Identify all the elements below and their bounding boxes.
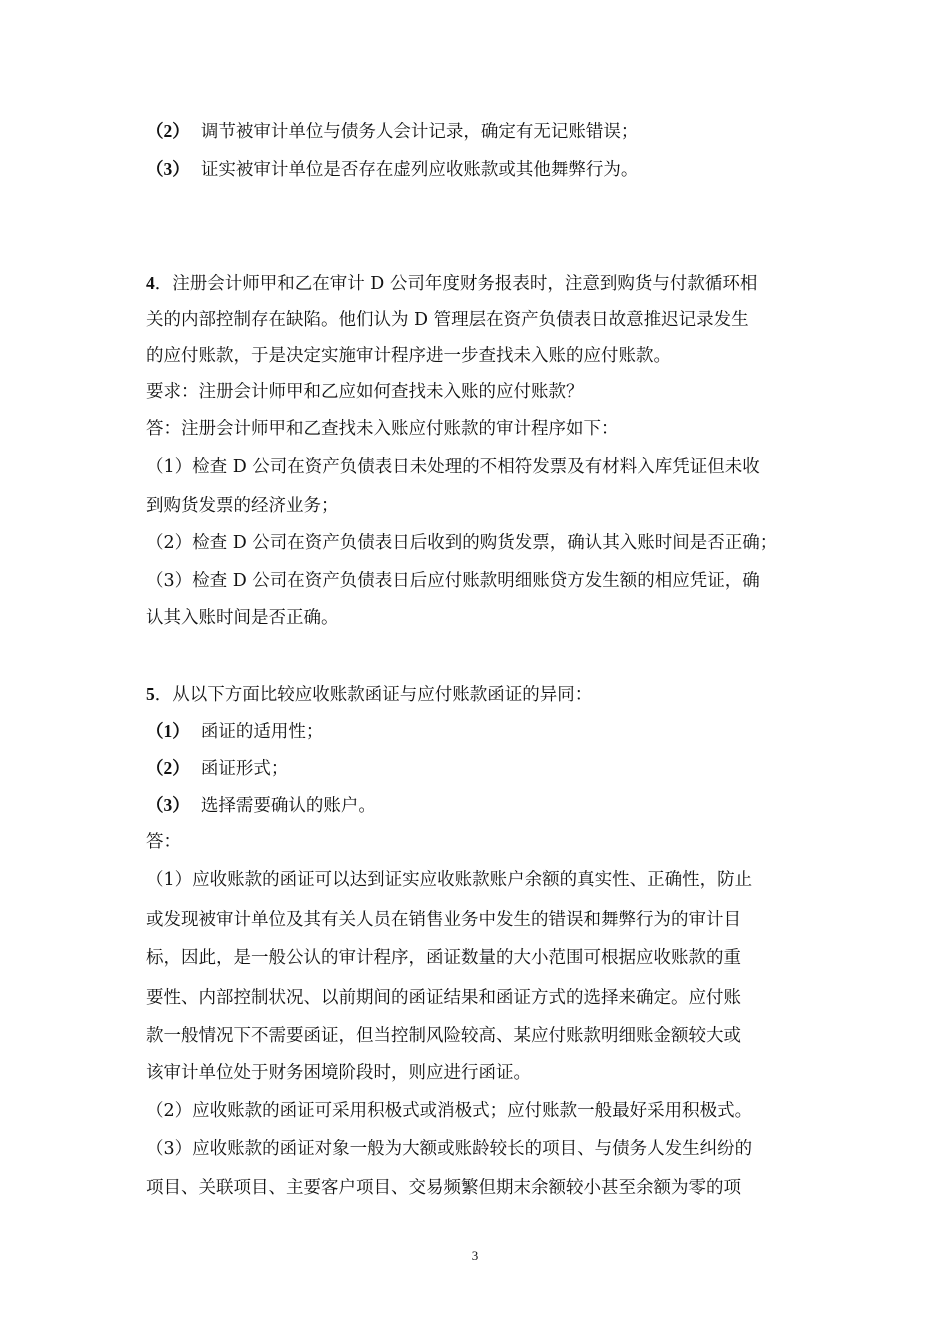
q5-item-3 [146, 787, 811, 823]
question-text: ．注册会计师甲和乙在审计 D 公司年度财务报表时，注意到购货与付款循环相 [154, 274, 758, 294]
item-text: 选择需要确认的账户。 [200, 796, 376, 816]
q4-line-2: 关的内部控制存在缺陷。他们认为 D 管理层在资产负债表日故意推迟记录发生 [146, 310, 749, 330]
item-text: 证实被审计单位是否存在虚列应收账款或其他舞弊行为。 [200, 160, 639, 180]
item-number: （1） [146, 721, 190, 741]
item-text: 函证的适用性； [200, 722, 324, 742]
page-number: 3 [471, 1248, 479, 1263]
question-number: 4 [146, 273, 155, 293]
q5-answer-line-1: （1）应收账款的函证可以达到证实应收账款账户余额的真实性、正确性，防止 [146, 870, 753, 890]
q4-answer-3a: （3）检查 D 公司在资产负债表日后应付账款明细账贷方发生额的相应凭证，确 [146, 571, 760, 591]
q5-item-1 [146, 713, 811, 749]
item-number: （2） [146, 121, 190, 141]
q4-line-1 [146, 265, 811, 301]
q5-answer-line-7: （2）应收账款的函证可采用积极式或消极式；应付账款一般最好采用积极式。 [146, 1101, 753, 1121]
q4-answer-2: （2）检查 D 公司在资产负债表日后收到的购货发票，确认其入账时间是否正确； [146, 533, 778, 553]
q5-answer-line-3: 标，因此，是一般公认的审计程序，函证数量的大小范围可根据应收账款的重 [146, 948, 741, 968]
question-number: 5 [146, 684, 155, 704]
q5-answer-line-6: 该审计单位处于财务困境阶段时，则应进行函证。 [146, 1063, 531, 1083]
prior-item-3 [146, 151, 811, 187]
q5-answer-line-5: 款一般情况下不需要函证，但当控制风险较高、某应付账款明细账金额较大或 [146, 1026, 741, 1046]
q4-answer-3b: 认其入账时间是否正确。 [146, 608, 339, 628]
q5-answer-label: 答： [146, 832, 181, 852]
q5-answer-line-9: 项目、关联项目、主要客户项目、交易频繁但期末余额较小甚至余额为零的项 [146, 1178, 741, 1198]
q4-answer-1a: （1）检查 D 公司在资产负债表日未处理的不相符发票及有材料入库凭证但未收 [146, 457, 760, 477]
item-text: 调节被审计单位与债务人会计记录，确定有无记账错误； [200, 122, 639, 142]
item-text: 函证形式； [200, 759, 289, 779]
q4-answer-1b: 到购货发票的经济业务； [146, 496, 339, 516]
q4-answer-intro: 答：注册会计师甲和乙查找未入账应付账款的审计程序如下： [146, 419, 619, 439]
q4-requirement: 要求：注册会计师甲和乙应如何查找未入账的应付账款？ [146, 382, 584, 402]
q5-item-2 [146, 750, 811, 786]
q5-answer-line-4: 要性、内部控制状况、以前期间的函证结果和函证方式的选择来确定。应付账 [146, 988, 741, 1008]
q5-answer-line-8: （3）应收账款的函证对象一般为大额或账龄较长的项目、与债务人发生纠纷的 [146, 1139, 753, 1159]
item-number: （2） [146, 758, 190, 778]
item-number: （3） [146, 159, 190, 179]
q5-intro [146, 676, 811, 712]
q5-answer-line-2: 或发现被审计单位及其有关人员在销售业务中发生的错误和舞弊行为的审计目 [146, 910, 741, 930]
item-number: （3） [146, 795, 190, 815]
question-text: ．从以下方面比较应收账款函证与应付账款函证的异同： [154, 685, 593, 705]
prior-item-2 [146, 113, 811, 149]
q4-line-3: 的应付账款，于是决定实施审计程序进一步查找未入账的应付账款。 [146, 346, 671, 366]
